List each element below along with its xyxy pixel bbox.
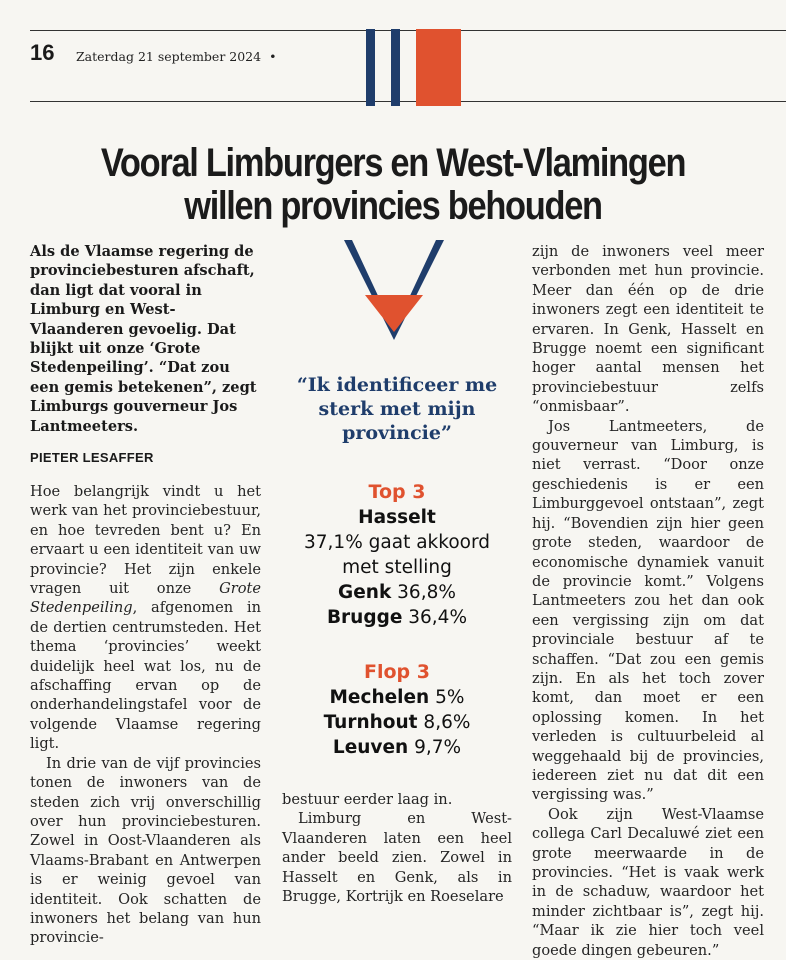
column-1	[30, 482, 261, 948]
flop1-value: 5%	[435, 687, 465, 708]
flop3-row	[277, 735, 517, 760]
v-logo-graphic	[344, 240, 444, 340]
stripe-navy-2	[391, 29, 400, 106]
top1-line-2: 37,1% gaat akkoord	[304, 532, 490, 553]
column-2-text	[282, 790, 512, 906]
flop3-title: Flop 3	[364, 661, 430, 683]
headline	[55, 142, 731, 228]
header-bottom-rule	[30, 101, 786, 102]
top3-city: Brugge	[326, 607, 403, 628]
headline-line-1: Vooral Limburgers en West-Vlamingen	[100, 141, 686, 185]
header-top-rule	[30, 30, 786, 31]
column-2-paragraph-2: Limburg en West-Vlaanderen laten een heel ander beeld zien. Zowel in Hasselt en Genk, als in Brugge, Kortrijk en Roeselare	[282, 810, 512, 906]
infobox-quote: “Ik identificeer me sterk met mijn provincie”	[296, 374, 498, 444]
top2-row	[277, 580, 517, 605]
top1-city: Hasselt	[358, 507, 436, 528]
text-run: Hoe belangrijk vindt u het werk van het provinciebestuur, en hoe tevreden bent u? En ervaart u een identiteit van uw provincie? Het zijn enkele vragen uit onze	[30, 483, 261, 598]
author-byline: PIETER LESAFFER	[30, 450, 154, 465]
column-3-paragraph-1: zijn de inwoners veel meer verbonden met hun provincie. Meer dan één op de drie inwoners zegt een identiteit te ervaren. In Genk, Hasselt en Brugge noemt een significant hoger aantal mensen het provinciebestuur zelfs “onmisbaar”.	[532, 243, 764, 416]
top2-value: 36,8%	[397, 582, 456, 603]
flop2-row	[277, 710, 517, 735]
column-1-paragraph-2: In drie van de vijf provincies tonen de inwoners van de steden zich vrij onverschillig over hun provinciebesturen. Zowel in Oost-Vlaanderen als Vlaams-Brabant en Antwerpen is er weinig gevoel van identiteit. Ook schatten de inwoners het belang van hun provincie-	[30, 754, 261, 947]
flop3-city: Leuven	[332, 737, 409, 758]
v-red-fill	[365, 295, 423, 332]
flop3-value: 9,7%	[414, 737, 462, 758]
top1-line-3: met stelling	[342, 557, 452, 578]
flop3-box	[277, 660, 517, 760]
flop2-value: 8,6%	[423, 712, 471, 733]
column-1-paragraph-1	[30, 482, 261, 754]
page-number: 16	[30, 40, 55, 65]
top3-value: 36,4%	[408, 607, 468, 628]
top3-row	[277, 605, 517, 630]
column-3	[532, 242, 764, 960]
lead-paragraph: Als de Vlaamse regering de provinciebesturen afschaft, dan ligt dat vooral in Limburg en West-Vlaanderen gevoelig. Dat blijkt uit onze ‘Grote Stedenpeiling’. “Dat zou een gemis betekenen”, zegt Limburgs gouverneur Jos Lantmeeters.	[30, 243, 257, 435]
column-3-paragraph-2: Jos Lantmeeters, de gouverneur van Limburg, is niet verrast. “Door onze geschiedenis is er een Limburggevoel ontstaan”, zegt hij. “Bovendien zijn hier geen grote steden, waardoor de economische dynamiek vanuit de provincie komt.” Volgens Lantmeeters zou het dan ook een vergissing zijn om dat provinciale bestuur af te schaffen. “Dat zou een gemis zijn. En als het toch zover komt, dan moet er een oplossing komen. In het verleden is cultuurbeleid al weggehaald bij de provincies, iedereen ziet nu dat dit een vergissing was.”	[532, 417, 764, 804]
stripe-navy-1	[366, 29, 375, 106]
headline-line-2: willen provincies behouden	[184, 184, 602, 228]
column-3-paragraph-3: Ook zijn West-Vlaamse collega Carl Decaluwé ziet een grote meerwaarde in de provincies. “Het is vaak werk in de schaduw, waardoor het minder zichtbaar is”, zegt hij. “Maar ik zie hier toch veel goede dingen gebeuren.”	[532, 805, 764, 959]
survey-name: Grote Stedenpeiling	[30, 580, 261, 617]
flop1-city: Mechelen	[329, 687, 430, 708]
flop2-city: Turnhout	[323, 712, 418, 733]
date-text: Zaterdag 21 september 2024	[76, 49, 262, 64]
stripe-red	[416, 29, 461, 106]
flop1-row	[277, 685, 517, 710]
top3-title: Top 3	[368, 481, 426, 503]
date-line	[76, 49, 276, 64]
column-2-paragraph-1: bestuur eerder laag in.	[282, 791, 453, 808]
top2-city: Genk	[338, 582, 392, 603]
text-run: , afgenomen in de dertien centrumsteden. Het thema ‘provincies’ weekt duidelijk heel wat los, nu de afschaffing ervan op de onderhandelingstafel voor de volgende Vlaamse regering ligt.	[30, 599, 261, 753]
top3-box	[277, 480, 517, 630]
date-bullet: •	[269, 49, 277, 64]
